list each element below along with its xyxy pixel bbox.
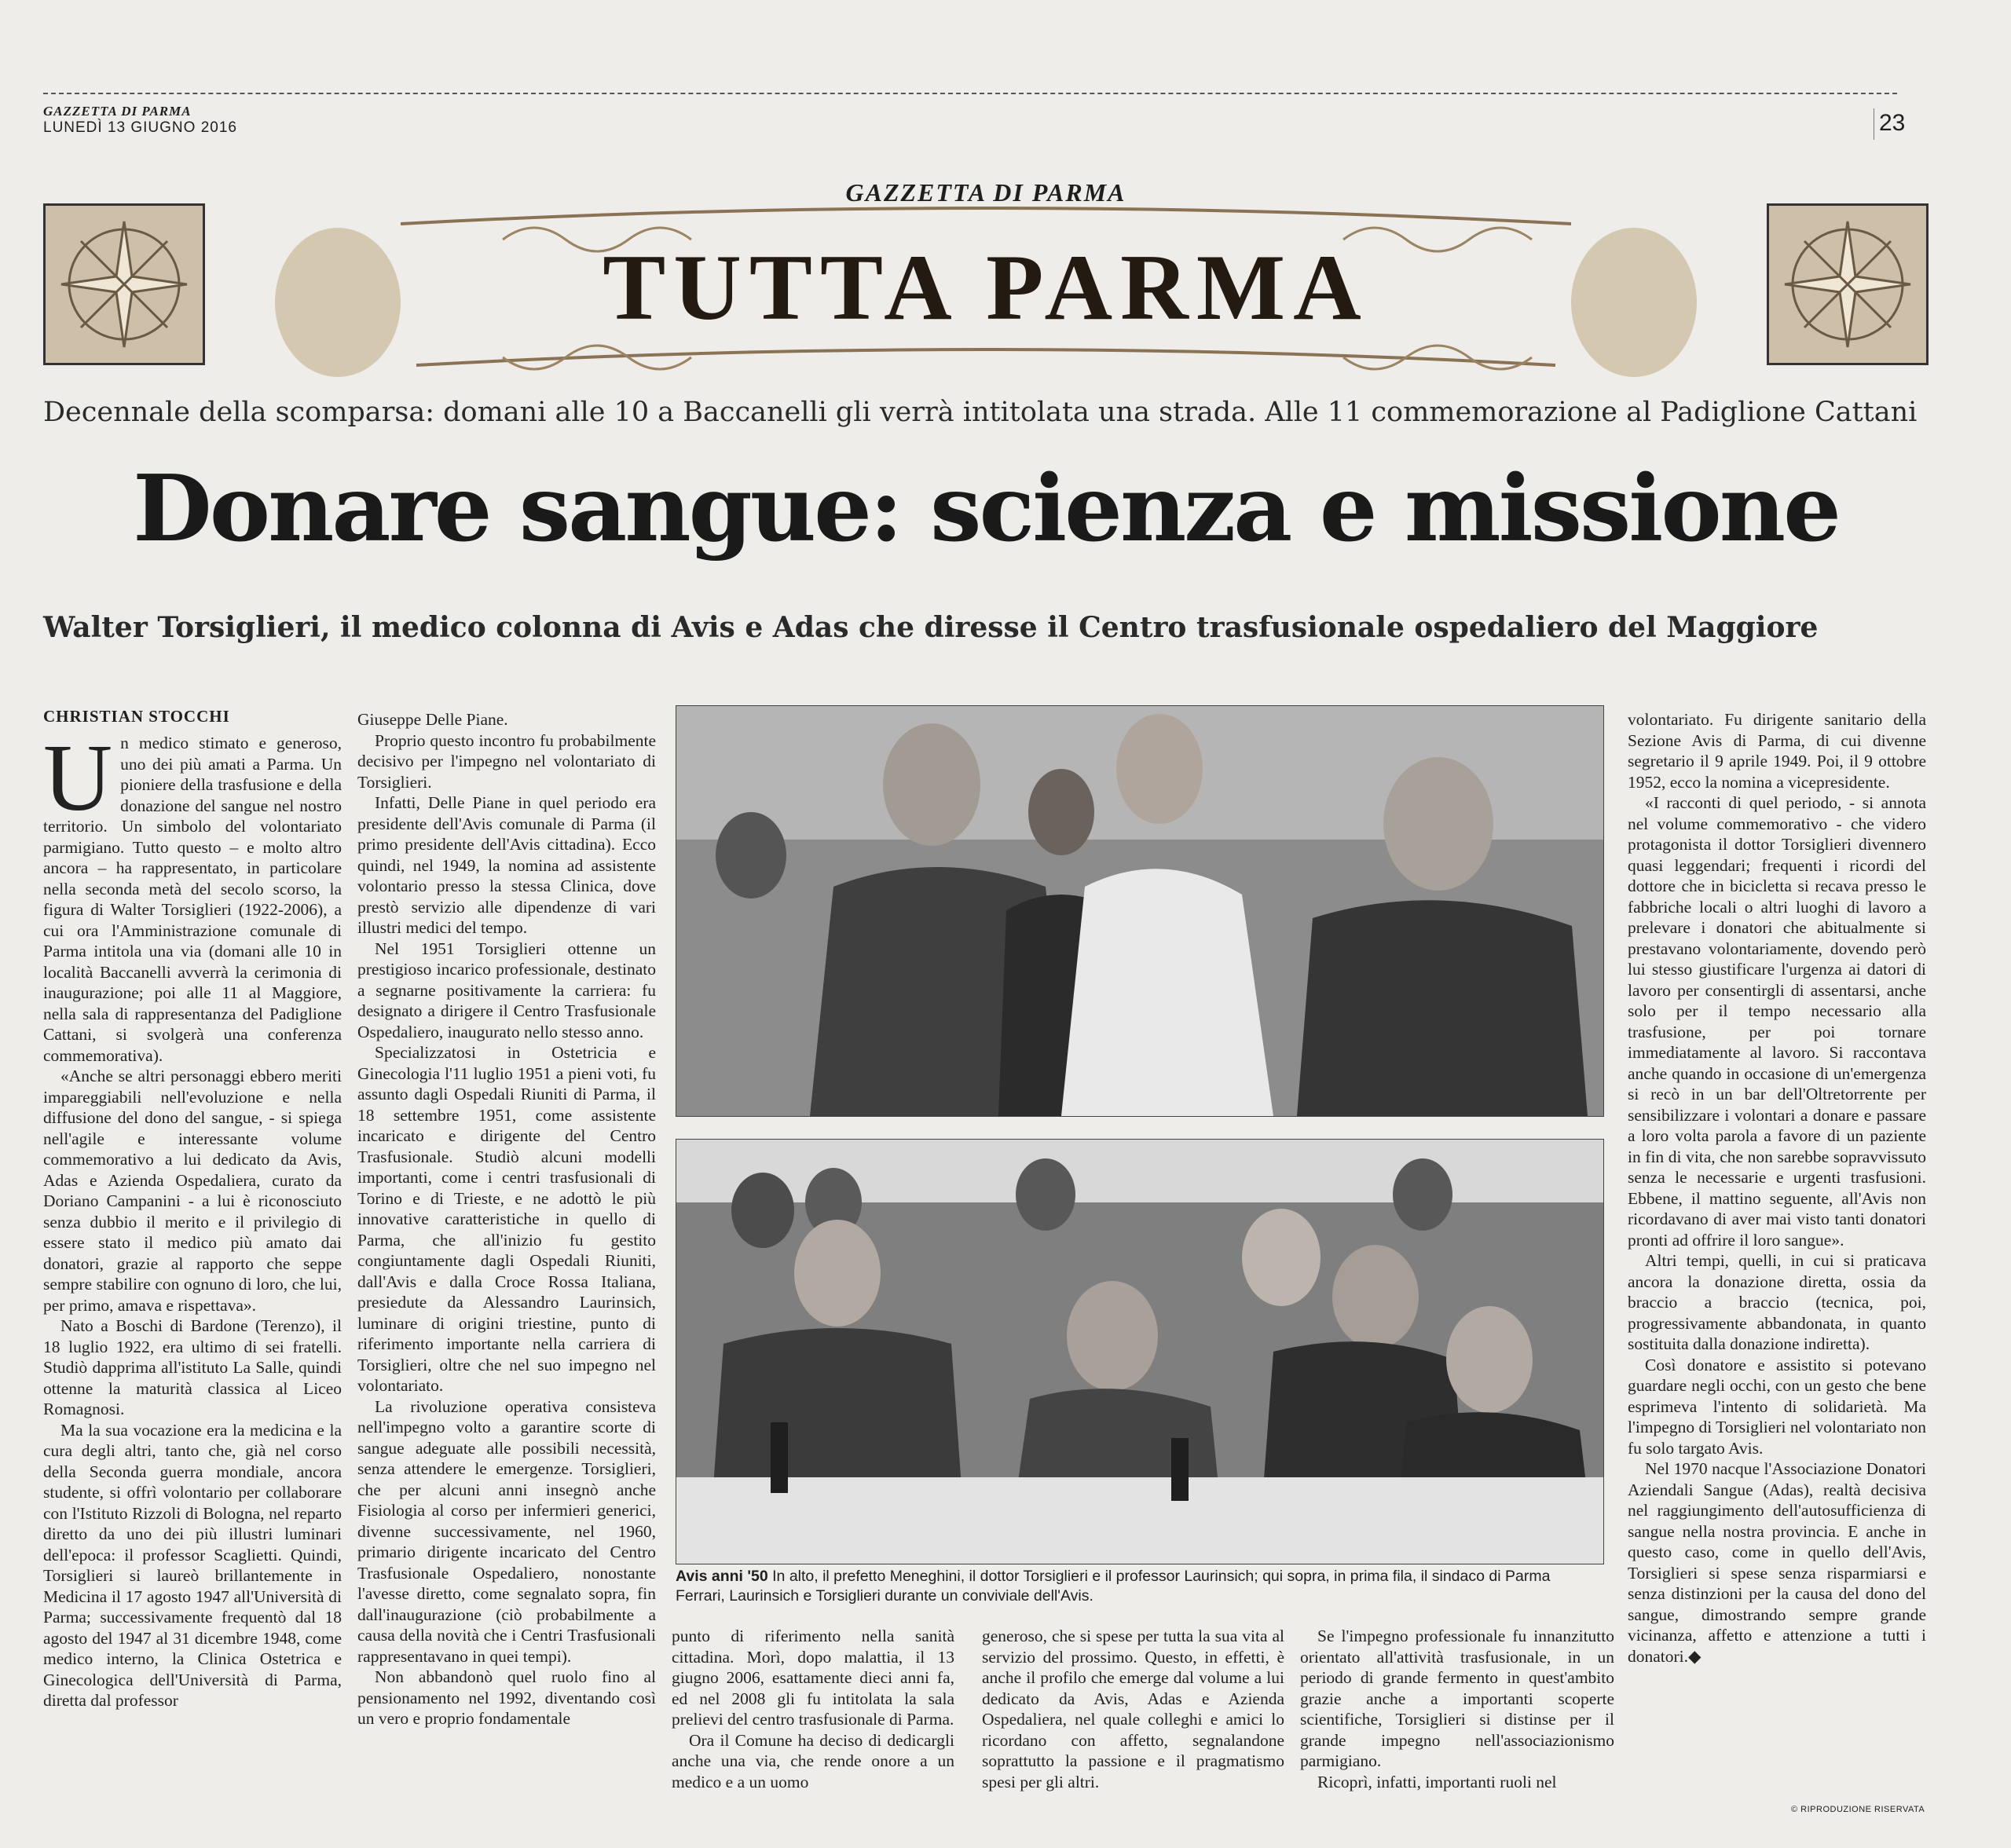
copyright-notice: © RIPRODUZIONE RISERVATA bbox=[1791, 1805, 1925, 1814]
paragraph: Così donatore e assistito si potevano guardare negli occhi, con un gesto che bene esprimeva l'intento di solidarietà. Ma l'impegno di Torsiglieri nel volontariato non fu solo targato Avis. bbox=[1628, 1355, 1926, 1458]
masthead-paper-name: GAZZETTA DI PARMA bbox=[845, 178, 1126, 207]
masthead-center bbox=[244, 169, 1728, 382]
photo-top bbox=[676, 705, 1604, 1117]
section-title: TUTTA PARMA bbox=[603, 235, 1369, 339]
text-column-6 bbox=[1628, 709, 1926, 1809]
text-column-3 bbox=[672, 1626, 954, 1822]
star-ornament-icon bbox=[1769, 206, 1926, 363]
paragraph: Non abbandonò quel ruolo fino al pensionamento nel 1992, diventando così un vero e proprio fondamentale bbox=[357, 1667, 656, 1728]
paragraph: Altri tempi, quelli, in cui si praticava ancora la donazione diretta, ossia da braccio a braccio (tecnica, poi, progressivamente abbandonata, in quanto sostituita dalla donazione indiretta). bbox=[1628, 1251, 1926, 1353]
top-rule bbox=[43, 93, 1897, 94]
paragraph: Nato a Boschi di Bardone (Terenzo), il 18 luglio 1922, era ultimo di sei fratelli. Studiò dapprima all'istituto La Salle, quindi ottenne la maturità classica al Liceo Romagnosi. bbox=[43, 1316, 342, 1418]
paragraph: La rivoluzione operativa consisteva nell'impegno volto a garantire scorte di sangue adeguate alle possibili necessità, senza attendere le emergenze. Torsiglieri, che per alcuni anni insegnò anche Fisiologia al corso per infermieri generici, divenne successivamente, nel 1960, primario dirigente incaricato del Centro Trasfusionale Ospedaliero, nonostante l'avesse diretto, come segnalato sopra, fin dall'inaugurazione (ciò probabilmente a causa della novità che i Centri Trasfusionali rappresentavano in quei tempi). bbox=[357, 1396, 656, 1666]
section-masthead bbox=[43, 169, 1929, 382]
masthead-ornament-right bbox=[1767, 203, 1929, 365]
paragraph: generoso, che si spese per tutta la sua vita al servizio del prossimo. Questo, in effetti, è anche il profilo che emerge dal volume a lui dedicato da Avis, Adas e Azienda Ospedaliera, nel quale colleghi e amici lo ricordano con affetto, segnalandone soprattutto la passione e il pragmatismo spesi per gli altri. bbox=[982, 1627, 1284, 1791]
star-ornament-icon bbox=[46, 206, 203, 363]
group-photo-icon bbox=[676, 706, 1603, 1116]
header-date: LUNEDÌ 13 GIUGNO 2016 bbox=[43, 119, 237, 136]
article-subheadline: Walter Torsiglieri, il medico colonna di Avis e Adas che diresse il Centro trasfusionale ospedaliero del Maggiore bbox=[43, 611, 1819, 644]
paragraph: Nel 1951 Torsiglieri ottenne un prestigioso incarico professionale, destinato a segnarne positivamente la carriera: fu designato a dirigere il Centro Trasfusionale Ospedaliero, inaugurato nello stesso anno. bbox=[357, 939, 656, 1041]
drop-cap: U bbox=[43, 733, 113, 831]
photo-caption bbox=[676, 1567, 1603, 1606]
paragraph: Specializzatosi in Ostetricia e Ginecologia l'11 luglio 1951 a pieni voti, fu assunto dagli Ospedali Riuniti di Parma, il 18 settembre 1951, come assistente incaricato e dirigente del Centro Trasfusionale. Studiò alcuni modelli importanti, come i centri trasfusionali di Torino e di Trieste, e ne adottò le più innovative caratteristiche in quello di Parma, che all'inizio fu gestito congiuntamente dagli Ospedali Riuniti, dall'Avis e dalla Croce Rossa Italiana, presiedute da Alessandro Laurinsich, luminare di origini triestine, punto di riferimento importante nella carriera di Torsiglieri, oltre che nel suo impegno nel volontariato. bbox=[357, 1043, 656, 1395]
paragraph: «Anche se altri personaggi ebbero meriti impareggiabili nell'evoluzione e nella diffusione del dono del sangue, - si spiega nell'agile e interessante volume commemorativo a lui dedicato da Avis, Adas e Azienda Ospedaliera, curato da Doriano Campanini - a lui è riconosciuto senza dubbio il merito e il privilegio di essere stato il medico più amato dai donatori, grazie al rapporto che seppe sempre stabilire con ognuno di loro, che lui, per primo, amava e rispettava». bbox=[43, 1067, 342, 1315]
paragraph: «I racconti di quel periodo, - si annota nel volume commemorativo - che videro protagonista il dottor Torsiglieri divennero quasi leggendari; frequenti i ricordi del dottore che in bicicletta si recava presso le fabbriche locali o altri luoghi di lavoro a prelevare i donatori che abitualmente si prestavano volontariamente, dovendo però lui stesso giustificare l'urgenza ai datori di lavoro per consentirgli di assentarsi, anche solo per il tempo necessario alla trasfusione, per poi tornare immediatamente al lavoro. Si raccontava anche quando in occasione di un'emergenza si recò in un bar dell'Oltretorrente per sensibilizzare i volontari a donare e passare a loro volta parola a favore di un paziente in fin di vita, che non sarebbe sopravvissuto senza le necessarie e urgenti trasfusioni. Ebbene, il mattino seguente, all'Avis non ricordavano di aver mai visto tanti donatori pronti ad offrire il loro sangue». bbox=[1628, 793, 1926, 1250]
page-number: 23 bbox=[1879, 110, 1906, 136]
caption-lead: Avis anni '50 bbox=[676, 1568, 768, 1585]
header-paper-name: GAZZETTA DI PARMA bbox=[43, 104, 192, 119]
paragraph: Ma la sua vocazione era la medicina e la cura degli altri, tanto che, già nel corso della Seconda guerra mondiale, ancora studente, si offrì volontario per collaborare con l'Istituto Rizzoli di Bologna, nel reparto diretto da uno dei più illustri luminari dell'epoca: il professor Scaglietti. Quindi, Torsiglieri si laureò brillantemente in Medicina il 17 agosto 1947 all'Università di Parma; successivamente frequentò dal 18 agosto del 1947 al 31 dicembre 1948, come medico interno, la Clinica Ostetrica e Ginecologica dell'Università di Parma, diretta dal professor bbox=[43, 1420, 342, 1710]
paragraph: volontariato. Fu dirigente sanitario della Sezione Avis di Parma, di cui divenne segretario il 9 aprile 1949. Poi, il 9 ottobre 1952, ecco la nomina a vicepresidente. bbox=[1628, 710, 1926, 792]
paragraph: Giuseppe Delle Piane. bbox=[357, 710, 508, 729]
paragraph: Nel 1970 nacque l'Associazione Donatori Aziendali Sangue (Adas), realtà decisiva nel raggiungimento dell'autosufficienza di sangue nella nostra provincia. E anche in questo caso, come in quello dell'Avis, Torsiglieri si spese senza risparmiarsi e senza distinzioni per la causa del dono del sangue, dimostrando sempre grande vicinanza, affetto e attenzione a tutti i donatori.◆ bbox=[1628, 1459, 1926, 1666]
paragraph: Proprio questo incontro fu probabilmente decisivo per l'impegno nel volontariato di Torsiglieri. bbox=[357, 730, 656, 792]
masthead-ornament-left bbox=[43, 203, 205, 365]
paragraph: Ora il Comune ha deciso di dedicargli anche una via, che rende onore a un medico e a un uomo bbox=[672, 1730, 954, 1791]
photo-bottom bbox=[676, 1139, 1604, 1564]
article-headline: Donare sangue: scienza e missione bbox=[133, 456, 1839, 562]
text-column-1 bbox=[43, 733, 342, 1821]
text-column-5 bbox=[1300, 1626, 1614, 1822]
paragraph: punto di riferimento nella sanità cittadina. Morì, dopo malattia, il 13 giugno 2006, esattamente dieci anni fa, ed nel 2008 gli fu intitolata la sala prelievi del centro trasfusionale di Parma. bbox=[672, 1627, 954, 1729]
text-column-4 bbox=[982, 1626, 1284, 1822]
paragraph: Ricoprì, infatti, importanti ruoli nel bbox=[1317, 1772, 1557, 1791]
text-column-2 bbox=[357, 709, 656, 1817]
caption-text: In alto, il prefetto Meneghini, il dottor Torsiglieri e il professor Laurinsich; qui sopra, in prima fila, il sindaco di Parma Ferrari, Laurinsich e Torsiglieri durante un conviviale dell'Avis. bbox=[676, 1568, 1551, 1605]
article-kicker: Decennale della scomparsa: domani alle 10 a Baccanelli gli verrà intitolata una strada. Alle 11 commemorazione al Padiglione Cattani bbox=[43, 397, 1918, 428]
paragraph: Se l'impegno professionale fu innanzitutto orientato all'attività trasfusionale, in un periodo di grande fermento in quest'ambito grazie anche a importanti scoperte scientifiche, Torsiglieri si distinse per il grande impegno nell'associazionismo parmigiano. bbox=[1300, 1627, 1614, 1770]
paragraph: Infatti, Delle Piane in quel periodo era presidente dell'Avis comunale di Parma (il primo presidente dell'Avis cittadina). Ecco quindi, nel 1949, la nomina ad assistente volontario presso la stessa Clinica, dove prestò servizio alle dipendenze di vari illustri medici del tempo. bbox=[357, 793, 656, 937]
paragraph: n medico stimato e generoso, uno dei più amati a Parma. Un pioniere della trasfusione e della donazione del sangue nel nostro territorio. Un simbolo del volontariato parmigiano. Tutto questo – e molto altro ancora – ha rappresentato, in particolare nella seconda metà del secolo scorso, la figura di Walter Torsiglieri (1922-2006), a cui ora l'Amministrazione comunale di Parma intitola una via (domani alle 10 in località Baccanelli avverrà la cerimonia di inaugurazione; poi alle 11 al Maggiore, nella sala di rappresentanza del Padiglione Cattani, si svolgerà una conferenza commemorativa). bbox=[43, 734, 342, 1065]
byline: CHRISTIAN STOCCHI bbox=[43, 707, 230, 726]
banquet-photo-icon bbox=[676, 1140, 1603, 1564]
